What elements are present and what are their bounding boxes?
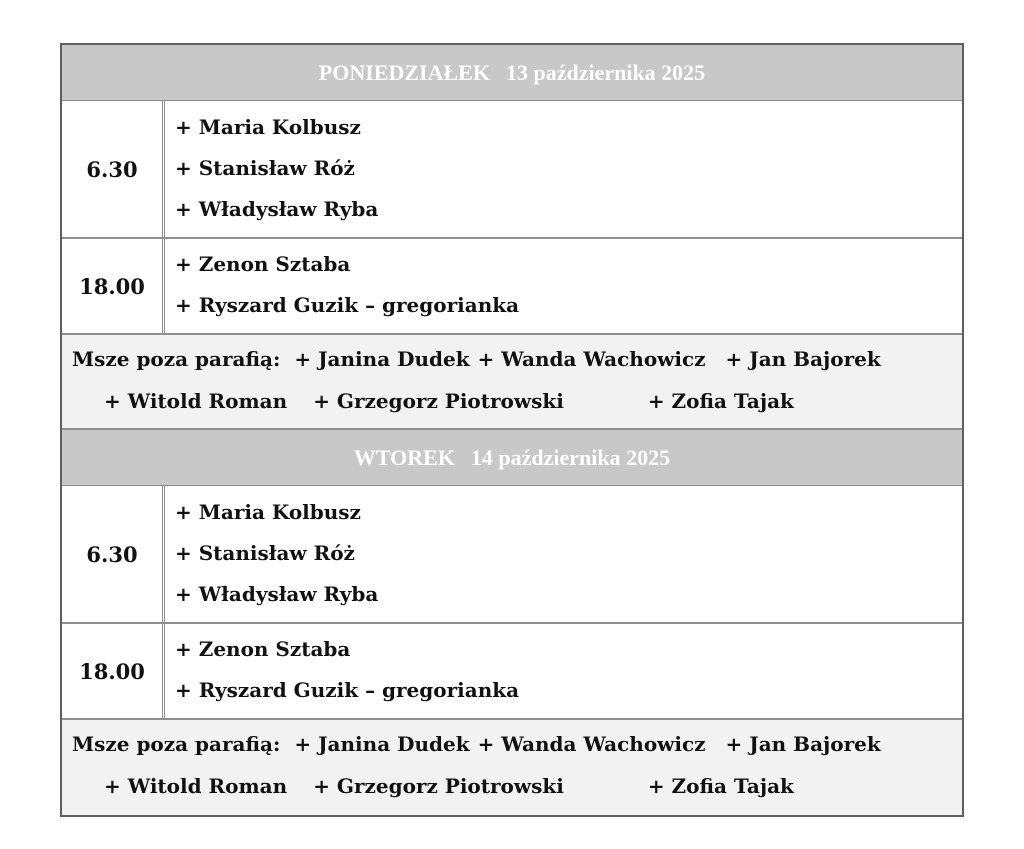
outside-name: + Janina Dudek — [294, 732, 470, 756]
outside-label: Msze poza parafią: — [72, 347, 281, 371]
intention: + Władysław Ryba — [175, 581, 379, 606]
outside-name: + Zofia Tajak — [647, 389, 794, 413]
mass-time: 18.00 — [62, 239, 165, 333]
outside-name: + Jan Bajorek — [725, 347, 881, 371]
mass-row — [62, 624, 962, 720]
outside-name: + Grzegorz Piotrowski — [313, 774, 564, 798]
outside-name: + Zofia Tajak — [647, 774, 794, 798]
outside-name: + Witold Roman — [104, 389, 288, 413]
day-name: WTOREK — [353, 444, 455, 470]
day-name: PONIEDZIAŁEK — [318, 59, 490, 85]
mass-intentions — [165, 624, 962, 718]
intention: + Maria Kolbusz — [175, 499, 361, 524]
day-header — [62, 430, 962, 486]
outside-name: + Witold Roman — [104, 774, 288, 798]
mass-row — [62, 486, 962, 624]
mass-intentions — [165, 486, 962, 622]
intention: + Zenon Sztaba — [175, 252, 351, 276]
intention: + Władysław Ryba — [175, 196, 379, 221]
mass-schedule-table — [60, 43, 964, 817]
day-block-tuesday — [62, 430, 962, 815]
intention: + Ryszard Guzik – gregorianka — [175, 678, 520, 702]
outside-label: Msze poza parafią: — [72, 732, 281, 756]
mass-time: 6.30 — [62, 486, 165, 622]
intention: + Zenon Sztaba — [175, 637, 351, 661]
mass-intentions — [165, 239, 962, 333]
day-header — [62, 45, 962, 101]
outside-parish-masses — [62, 335, 962, 430]
intention: + Stanisław Róż — [175, 155, 355, 180]
intention: + Maria Kolbusz — [175, 114, 361, 139]
outside-name: + Wanda Wachowicz — [477, 732, 706, 756]
mass-intentions — [165, 101, 962, 237]
outside-name: + Jan Bajorek — [725, 732, 881, 756]
outside-name: + Janina Dudek — [294, 347, 470, 371]
day-block-monday — [62, 45, 962, 430]
mass-time: 6.30 — [62, 101, 165, 237]
mass-row — [62, 239, 962, 335]
day-date: 13 października 2025 — [505, 59, 706, 85]
outside-name: + Wanda Wachowicz — [477, 347, 706, 371]
outside-parish-masses — [62, 720, 962, 815]
day-date: 14 października 2025 — [470, 444, 671, 470]
mass-row — [62, 101, 962, 239]
mass-time: 18.00 — [62, 624, 165, 718]
intention: + Ryszard Guzik – gregorianka — [175, 293, 520, 317]
outside-name: + Grzegorz Piotrowski — [313, 389, 564, 413]
intention: + Stanisław Róż — [175, 540, 355, 565]
